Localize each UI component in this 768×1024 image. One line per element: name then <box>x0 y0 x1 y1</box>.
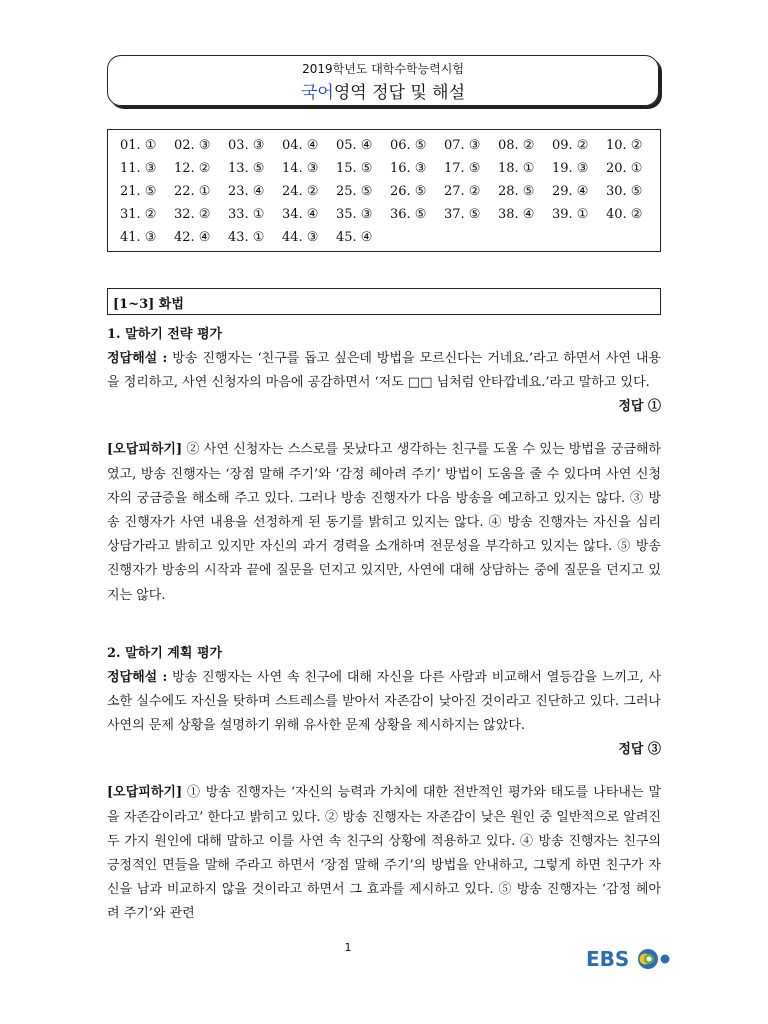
question-2-explanation: 정답해설 : 방송 진행자는 사연 속 친구에 대해 자신을 다른 사람과 비교해서 열등감을 느끼고, 사소한 실수에도 자신을 탓하며 스트레스를 받아서 자존감이 낮아진 것이라고 진단하고 있다. 그러나 사연의 문제 상황을 설명하기 위해 유사한 문제 상황을 제시하지는 않았다. <box>107 669 661 734</box>
answer-item: 44. ③ <box>282 230 319 245</box>
answer-item: 18. ① <box>498 161 535 176</box>
answer-item: 14. ③ <box>282 161 319 176</box>
document-title <box>108 78 658 103</box>
answer-item: 02. ③ <box>174 138 211 153</box>
answer-item: 16. ③ <box>390 161 427 176</box>
answer-item: 25. ⑤ <box>336 184 373 199</box>
answer-row <box>120 226 660 249</box>
page-number: 1 <box>344 941 352 954</box>
answer-item: 11. ③ <box>120 161 157 176</box>
answer-item: 40. ② <box>606 207 643 222</box>
answer-item: 07. ③ <box>444 138 481 153</box>
answer-item: 08. ② <box>498 138 535 153</box>
answer-item: 28. ⑤ <box>498 184 535 199</box>
answer-row <box>120 203 660 226</box>
answer-item: 05. ④ <box>336 138 373 153</box>
wrong-answer-label: [오답피하기] <box>107 442 183 458</box>
question-1-explanation: 정답해설 : 방송 진행자는 ‘친구를 돕고 싶은데 방법을 모르신다는 거네요.’라고 하면서 사연 내용을 정리하고, 사연 신청자의 마음에 공감하면서 ‘저도 □□ 님처럼 안타깝네요.’라고 말하고 있다. <box>107 351 661 391</box>
answer-item: 45. ④ <box>336 230 373 245</box>
answer-item: 01. ① <box>120 138 157 153</box>
subject-name: 국어 <box>300 83 334 103</box>
question-1-wrong-answers: [오답피하기] ② 사연 신청자는 스스로를 못났다고 생각하는 친구를 도울 수 있는 방법을 궁금해하였고, 방송 진행자는 ‘장점 말해 주기’와 ‘감정 헤아려 주기’ 방법이 도움을 줄 수 있다며 사연 신청자의 궁금증을 해소해 주고 있다. 그러나 방송 진행자가 다음 방송을 예고하고 있지는 않다. ③ 방송 진행자가 사연 내용을 선정하게 된 동기를 밝히고 있지는 않다. ④ 방송 진행자는 자신을 심리 상담가라고 밝히고 있지만 자신의 과거 경력을 소개하며 전문성을 부각하고 있지는 않다. ⑤ 방송 진행자가 방송의 시작과 끝에 질문을 던지고 있지만, 사연에 대해 상담하는 중에 질문을 던지고 있지는 않다. <box>107 442 661 603</box>
answer-item: 36. ⑤ <box>390 207 427 222</box>
answer-item: 41. ③ <box>120 230 157 245</box>
document-title-rest: 영역 정답 및 해설 <box>333 83 466 103</box>
answer-item: 38. ④ <box>498 207 535 222</box>
answer-item: 23. ④ <box>228 184 265 199</box>
answer-item: 12. ② <box>174 161 211 176</box>
question-1-title: 1. 말하기 전략 평가 <box>107 327 223 342</box>
answer-item: 42. ④ <box>174 230 211 245</box>
answer-item: 37. ⑤ <box>444 207 481 222</box>
answer-item: 03. ③ <box>228 138 265 153</box>
answer-item: 17. ⑤ <box>444 161 481 176</box>
section-heading: [1~3] 화법 <box>107 288 661 315</box>
answer-item: 26. ⑤ <box>390 184 427 199</box>
answer-item: 32. ② <box>174 207 211 222</box>
answer-item: 22. ① <box>174 184 211 199</box>
wrong-answer-label: [오답피하기] <box>107 785 183 801</box>
answer-item: 10. ② <box>606 138 643 153</box>
answer-row <box>120 134 660 157</box>
answer-item: 35. ③ <box>336 207 373 222</box>
ebs-logo <box>586 944 686 974</box>
answer-row <box>120 180 660 203</box>
question-2-title: 2. 말하기 계획 평가 <box>107 645 223 661</box>
answer-item: 06. ⑤ <box>390 138 427 153</box>
answer-item: 39. ① <box>552 207 589 222</box>
answer-item: 09. ② <box>552 138 589 153</box>
answer-explanation-label: 정답해설 : <box>107 669 168 685</box>
answer-item: 24. ② <box>282 184 319 199</box>
answer-explanation-label: 정답해설 : <box>107 351 168 366</box>
answer-item: 15. ⑤ <box>336 161 373 176</box>
ebs-logo-text: EBS <box>586 947 630 971</box>
question-2-answer: 정답 ③ <box>618 742 661 758</box>
answer-item: 29. ④ <box>552 184 589 199</box>
answer-item: 33. ① <box>228 207 265 222</box>
answer-item: 43. ① <box>228 230 265 245</box>
question-1-answer: 정답 ① <box>618 399 661 415</box>
answer-item: 21. ⑤ <box>120 184 157 199</box>
explanation-content <box>107 322 661 927</box>
answer-item: 04. ④ <box>282 138 319 153</box>
answer-item: 31. ② <box>120 207 157 222</box>
question-2-wrong-answers: [오답피하기] ① 방송 진행자는 ‘자신의 능력과 가치에 대한 전반적인 평가와 태도를 나타내는 말을 자존감이라고’ 한다고 밝히고 있다. ② 방송 진행자는 자존감이 낮은 원인 중 일반적으로 알려진 두 가지 원인에 대해 말하고 이를 사연 속 친구의 상황에 적용하고 있다. ④ 방송 진행자는 친구의 긍정적인 면들을 말해 주라고 하면서 ‘장점 말해 주기’의 방법을 안내하고, 그렇게 하면 친구가 자신을 남과 비교하지 않을 것이라고 하면서 그 효과를 제시하고 있다. ⑤ 방송 진행자는 ‘감정 헤아려 주기’와 관련 <box>107 785 661 922</box>
answer-item: 34. ④ <box>282 207 319 222</box>
answer-item: 27. ② <box>444 184 481 199</box>
answer-item: 30. ⑤ <box>606 184 643 199</box>
answer-row <box>120 157 660 180</box>
answer-key-box <box>107 129 661 252</box>
answer-item: 13. ⑤ <box>228 161 265 176</box>
answer-item: 19. ③ <box>552 161 589 176</box>
title-box <box>107 55 659 106</box>
exam-title: 2019학년도 대학수학능력시험 <box>302 62 464 76</box>
answer-item: 20. ① <box>606 161 643 176</box>
